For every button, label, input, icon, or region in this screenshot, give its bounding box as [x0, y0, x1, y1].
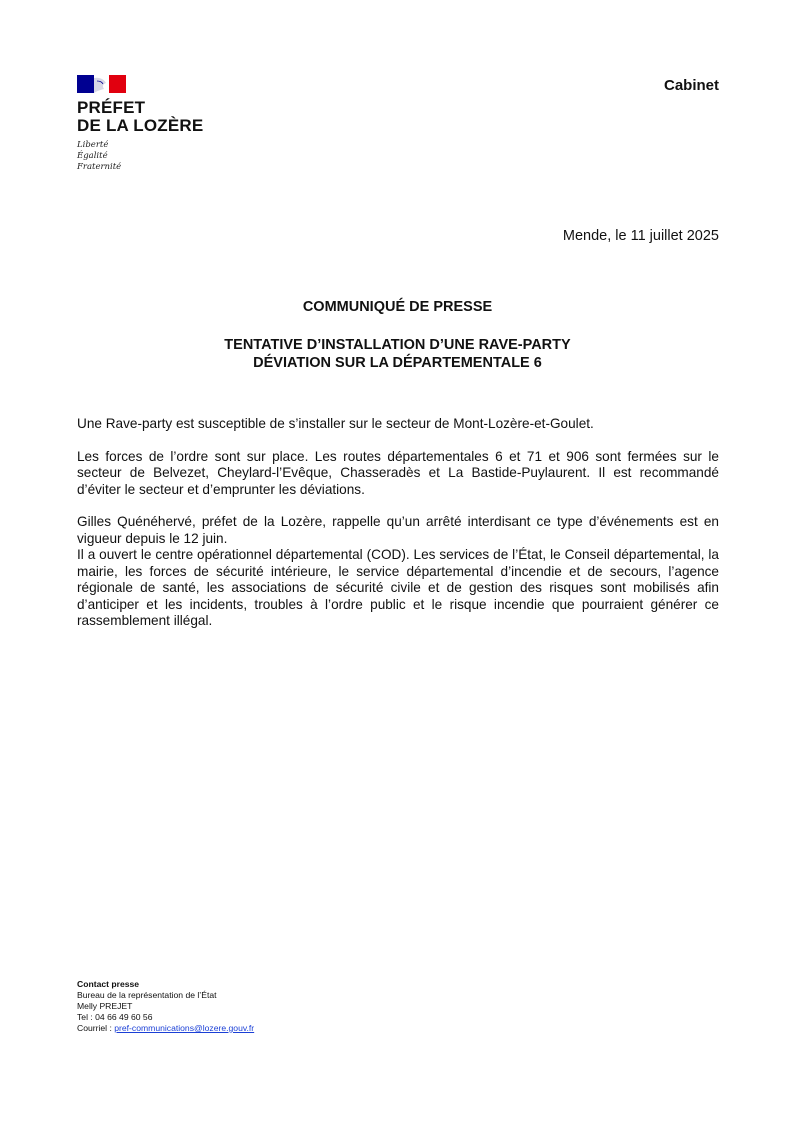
prefet-line-1: PRÉFET [77, 98, 146, 117]
press-release-body [77, 416, 719, 630]
contact-office: Bureau de la représentation de l’État [77, 990, 217, 1000]
marianne-flag-icon [77, 75, 126, 93]
contact-heading: Contact presse [77, 979, 140, 989]
contact-phone: Tel : 04 66 49 60 56 [77, 1012, 153, 1022]
service-label: Cabinet [663, 77, 719, 94]
headline [0, 336, 795, 372]
paragraph-3: Gilles Quénéhervé, préfet de la Lozère, rappelle qu’un arrêté interdisant ce type d’événements est en vigueur depuis le 12 juin. [77, 514, 719, 546]
contact-name: Melly PREJET [77, 1001, 133, 1011]
motto-liberte: Liberté [77, 140, 109, 150]
contact-email-link[interactable]: pref-communications@lozere.gouv.fr [114, 1023, 255, 1033]
contact-email-label: Courriel : [77, 1023, 115, 1033]
prefecture-logo [77, 75, 203, 173]
paragraph-4: Il a ouvert le centre opérationnel départemental (COD). Les services de l’État, le Conseil départemental, la mairie, les forces de sécurité intérieure, le service départemental d’incendie et de secours, l’agence régionale de santé, les associations de sécurité civile et de gestion des risques sont mobilisés afin d’anticiper et les incidents, troubles à l’ordre public et le risque incendie que pourraient générer ce rassemblement illégal. [77, 547, 719, 628]
motto-fraternite: Fraternité [77, 162, 122, 172]
paragraph-2: Les forces de l’ordre sont sur place. Les routes départementales 6 et 71 et 906 sont fermées sur le secteur de Belvezet, Cheylard-l’Evêque, Chasseradès et La Bastide-Puylaurent. Il est recommandé d’éviter le secteur et d’emprunter les déviations. [77, 448, 719, 497]
date-line: Mende, le 11 juillet 2025 [562, 228, 719, 244]
headline-line-2: DÉVIATION SUR LA DÉPARTEMENTALE 6 [253, 355, 542, 371]
document-type-title: COMMUNIQUÉ DE PRESSE [302, 299, 493, 315]
title-block [0, 298, 795, 372]
headline-line-1: TENTATIVE D’INSTALLATION D’UNE RAVE-PARTY [224, 337, 571, 353]
prefet-line-2: DE LA LOZÈRE [77, 116, 204, 135]
contact-email-line [77, 1023, 254, 1034]
prefecture-name [77, 99, 203, 135]
republic-motto [77, 140, 203, 173]
paragraph-1: Une Rave-party est susceptible de s’installer sur le secteur de Mont-Lozère-et-Goulet. [77, 416, 594, 431]
press-contact [77, 979, 254, 1034]
motto-egalite: Égalité [77, 151, 108, 161]
